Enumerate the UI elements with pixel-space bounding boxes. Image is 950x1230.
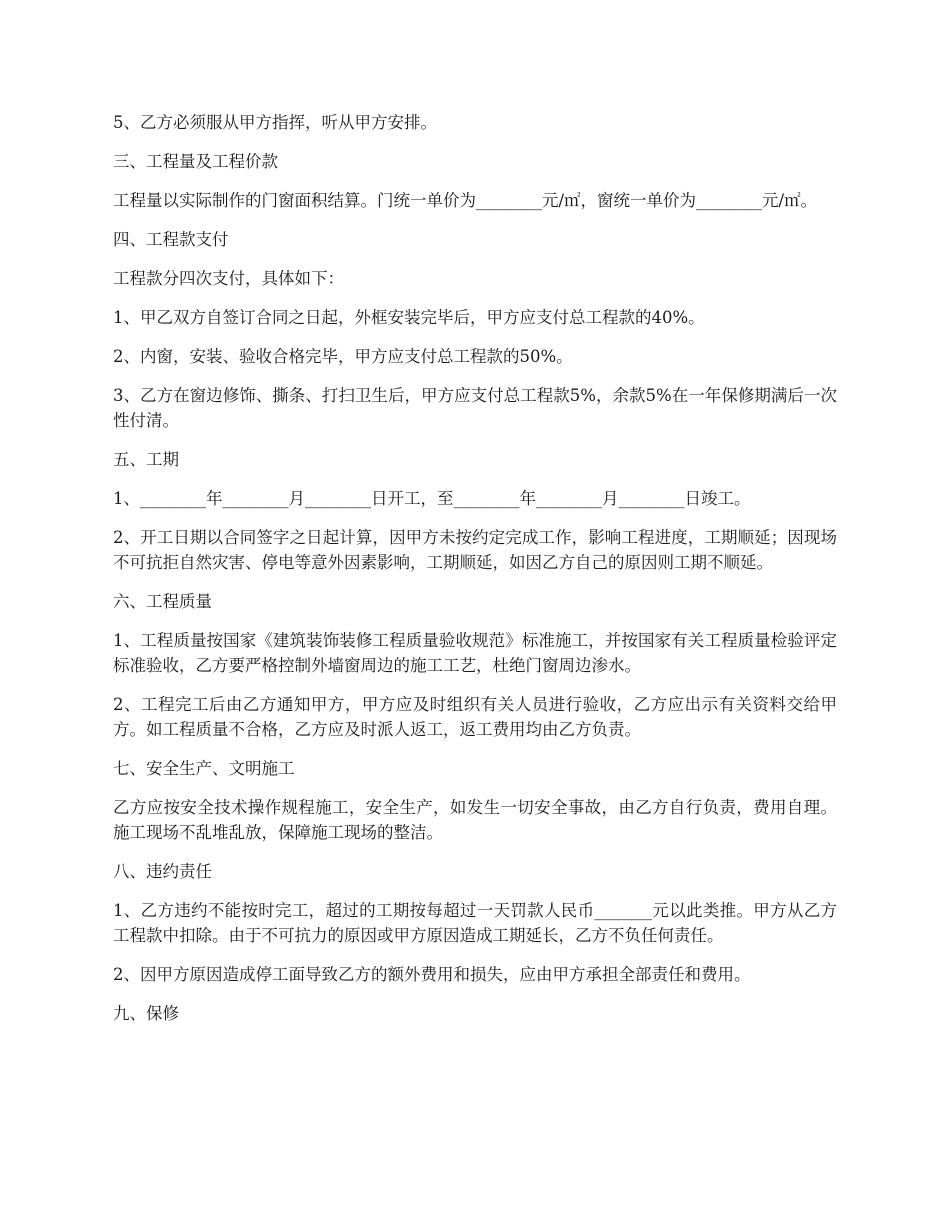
clause-item: 工程量以实际制作的门窗面积结算。门统一单价为________元/㎡，窗统一单价为________元/㎡。 (113, 191, 818, 210)
clause-item: 1、乙方违约不能按时完工，超过的工期按每超过一天罚款人民币_______元以此类推。甲方从乙方工程款中扣除。由于不可抗力的原因或甲方原因造成工期延长，乙方不负任何责任。 (113, 901, 837, 945)
section-heading: 七、安全生产、文明施工 (113, 759, 295, 778)
clause-item: 工程款分四次支付，具体如下： (113, 269, 344, 288)
section-heading: 五、工期 (113, 450, 179, 469)
clause-item: 1、工程质量按国家《建筑装饰装修工程质量验收规范》标准施工，并按国家有关工程质量检验评定标准验收，乙方要严格控制外墙窗周边的施工工艺，杜绝门窗周边渗水。 (113, 631, 837, 675)
clause-item: 2、工程完工后由乙方通知甲方，甲方应及时组织有关人员进行验收，乙方应出示有关资料交给甲方。如工程质量不合格，乙方应及时派人返工，返工费用均由乙方负责。 (113, 695, 837, 739)
section-heading: 九、保修 (113, 1004, 179, 1023)
section-heading: 四、工程款支付 (113, 230, 229, 249)
section-heading: 三、工程量及工程价款 (113, 152, 278, 171)
document-page (113, 110, 837, 1040)
clause-item: 乙方应按安全技术操作规程施工，安全生产，如发生一切安全事故，由乙方自行负责，费用自理。施工现场不乱堆乱放，保障施工现场的整洁。 (113, 798, 837, 842)
clause-item: 2、因甲方原因造成停工面导致乙方的额外费用和损失，应由甲方承担全部责任和费用。 (113, 965, 751, 984)
clause-item: 5、乙方必须服从甲方指挥，听从甲方安排。 (113, 113, 437, 132)
clause-item: 1、甲乙双方自签订合同之日起，外框安装完毕后，甲方应支付总工程款的40%。 (113, 308, 705, 327)
clause-item: 2、开工日期以合同签字之日起计算，因甲方未按约定完成工作，影响工程进度，工期顺延；因现场不可抗拒自然灾害、停电等意外因素影响，工期顺延，如因乙方自己的原因则工期不顺延。 (113, 528, 837, 572)
clause-item: 3、乙方在窗边修饰、撕条、打扫卫生后，甲方应支付总工程款5%，余款5%在一年保修期满后一次性付清。 (113, 386, 837, 430)
section-heading: 六、工程质量 (113, 592, 212, 611)
clause-item: 1、________年________月________日开工，至________年________月________日竣工。 (113, 489, 751, 508)
section-heading: 八、违约责任 (113, 862, 212, 881)
clause-item: 2、内窗，安装、验收合格完毕，甲方应支付总工程款的50%。 (113, 347, 573, 366)
